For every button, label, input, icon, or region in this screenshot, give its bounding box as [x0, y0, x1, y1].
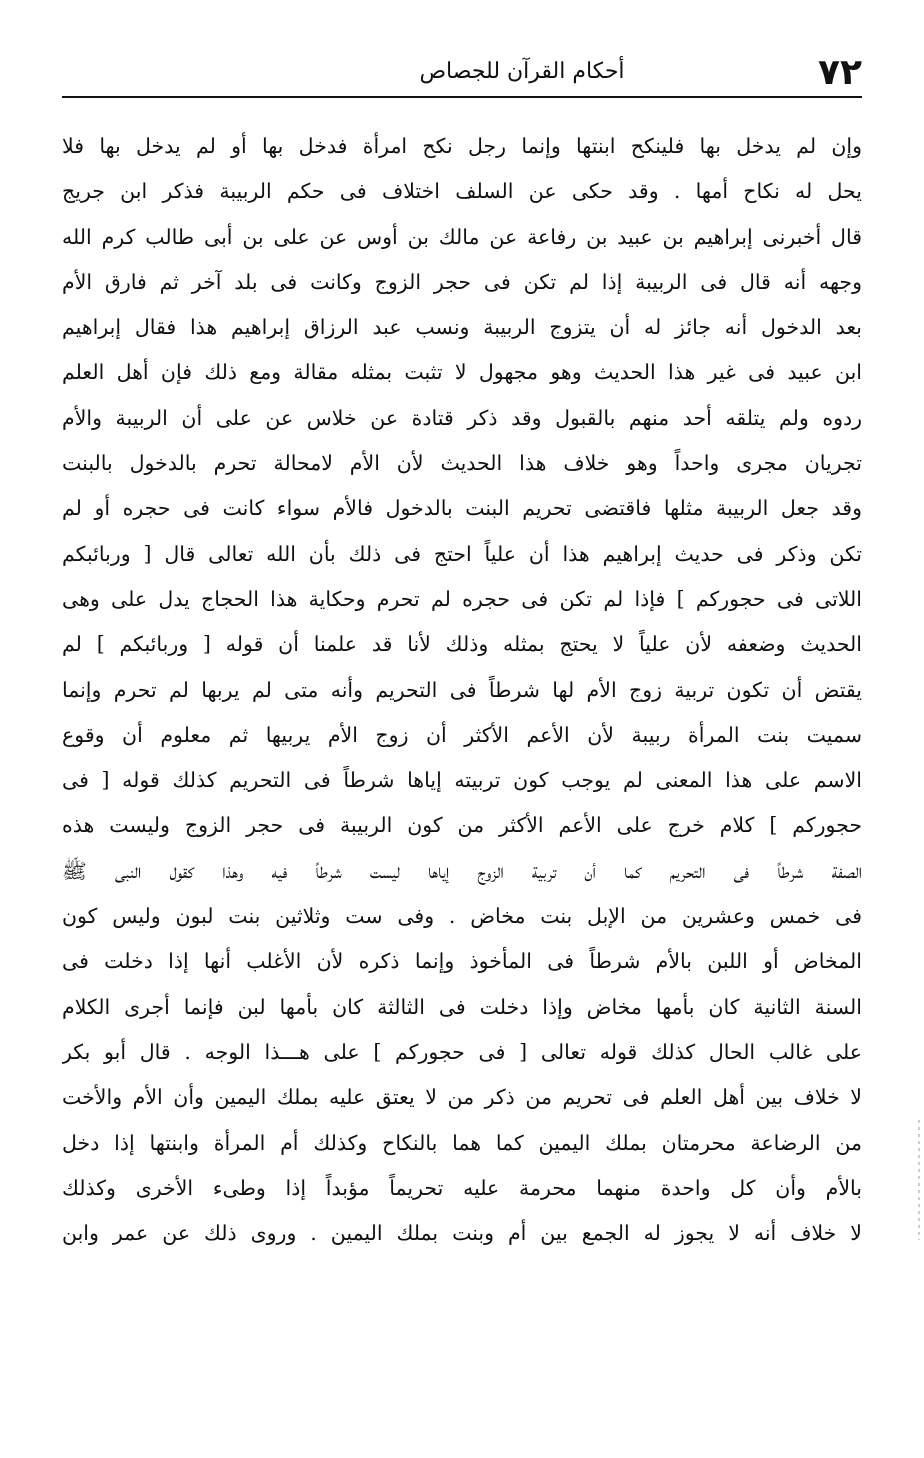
text-line: وقد جعل الربيبة مثلها فاقتضى تحريم البنت بالدخول فالأم سواء كانت فى حجره أو لم — [62, 496, 862, 521]
text-line: فى خمس وعشرين من الإبل بنت مخاض . وفى ست وثلاثين بنت لبون وليس كون — [62, 904, 862, 929]
text-line: تكن وذكر فى حديث إبراهيم هذا أن علياً احتج فى ذلك بأن الله تعالى قال [ وربائبكم — [62, 541, 862, 566]
body-text — [62, 124, 862, 1256]
text-line: الصفة شرطاً فى التحريم كما أن تربية الزوج إياها ليست شرطاً فيه وهذا كقول النبى ﷺ — [62, 858, 862, 883]
text-line: بالأم وأن كل واحدة منهما محرمة عليه تحريماً مؤبداً إذا وطىء الأخرى وكذلك — [62, 1175, 862, 1200]
text-line: اللاتى فى حجوركم ] فإذا لم تكن فى حجره لم تحرم وحكاية هذا الحجاج يدل على وهى — [62, 586, 862, 611]
text-line: سميت بنت المرأة ربيبة لأن الأعم الأكثر أن زوج الأم يربيها ثم معلوم أن وقوع — [62, 722, 862, 747]
text-line: قال أخبرنى إبراهيم بن عبيد بن رفاعة عن مالك بن أوس عن على بن أبى طالب كرم الله — [62, 224, 862, 249]
text-line: يقتض أن تكون تربية زوج الأم لها شرطاً فى التحريم وأنه متى لم يربها لم تحرم وإنما — [62, 677, 862, 702]
text-line: لا خلاف بين أهل العلم فى تحريم من ذكر من لا يعتق عليه بملك اليمين وأن الأم والأخت — [62, 1085, 862, 1110]
page-header — [62, 50, 862, 96]
text-line: المخاض أو اللبن بالأم شرطاً فى المأخوذ وإنما ذكره لأن الأغلب أنها إذا دخلت فى — [62, 949, 862, 974]
text-line: الاسم على هذا المعنى لم يوجب كون تربيته إياها شرطاً فى التحريم كذلك قوله [ فى — [62, 768, 862, 793]
text-line: على غالب الحال كذلك قوله تعالى [ فى حجوركم ] على هـــذا الوجه . قال أبو بكر — [62, 1039, 862, 1064]
text-line: لا خلاف أنه لا يجوز له الجمع بين أم وبنت بملك اليمين . وروى ذلك عن عمر وابن — [62, 1221, 862, 1246]
text-line: بعد الدخول أنه جائز له أن يتزوج الربيبة ونسب عبد الرزاق إبراهيم هذا فقال إبراهيم — [62, 315, 862, 340]
text-line: حجوركم ] كلام خرج على الأعم الأكثر من كون الربيبة فى حجر الزوج وليست هذه — [62, 813, 862, 838]
text-line: السنة الثانية كان بأمها مخاض وإذا دخلت فى الثالثة كان بأمها لبن فإنما أجرى الكلام — [62, 994, 862, 1019]
page-number: ٧٢ — [818, 52, 862, 93]
text-line: من الرضاعة محرمتان بملك اليمين كما هما بالنكاح وكذلك أم المرأة وابنتها إذا دخل — [62, 1130, 862, 1155]
text-line: تجريان مجرى واحداً وهو خلاف هذا الحديث لأن الأم لامحالة تحرم بالدخول بالبنت — [62, 451, 862, 476]
running-title: أحكام القرآن للجصاص — [419, 59, 625, 84]
text-line: الحديث وضعفه لأن علياً لا يحتج بمثله وذلك لأنا قد علمنا أن قوله [ وربائبكم ] لم — [62, 632, 862, 657]
text-line: ابن عبيد فى غير هذا الحديث وهو مجهول لا تثبت بمثله مقالة ومع ذلك فإن أهل العلم — [62, 360, 862, 385]
text-line: وجهه أنه قال فى الربيبة إذا لم تكن فى حجر الزوج وكانت فى بلد آخر ثم فارق الأم — [62, 269, 862, 294]
header-rule — [62, 96, 862, 98]
text-line: ردوه ولم يتلقه أحد منهم بالقبول وقد ذكر قتادة عن خلاس عن على أن الربيبة والأم — [62, 405, 862, 430]
text-line: يحل له نكاح أمها . وقد حكى عن السلف اختلاف فى حكم الربيبة فذكر ابن جريج — [62, 179, 862, 204]
text-line: وإن لم يدخل بها فلينكح ابنتها وإنما رجل نكح امرأة فدخل بها أو لم يدخل بها فلا — [62, 134, 862, 158]
scan-edge-mark — [918, 1120, 920, 1240]
